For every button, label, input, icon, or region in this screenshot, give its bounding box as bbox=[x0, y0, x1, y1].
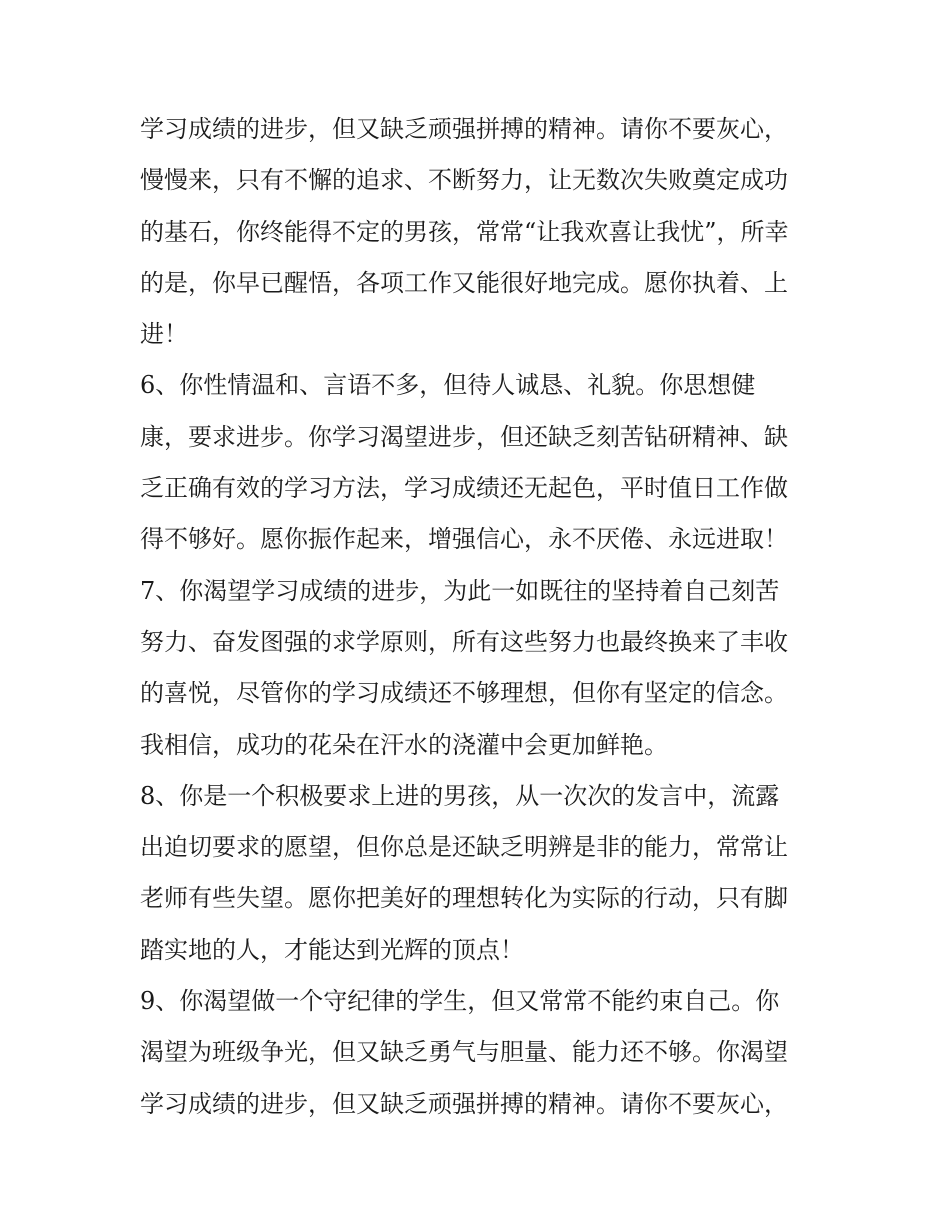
text-line: 努力、奋发图强的求学原则，所有这些努力也最终换来了丰收 bbox=[140, 627, 788, 656]
text-line: 康，要求进步。你学习渴望进步，但还缺乏刻苦钻研精神、缺 bbox=[140, 422, 788, 451]
text-line: 进！ bbox=[140, 320, 188, 349]
text-line: 渴望为班级争光，但又缺乏勇气与胆量、能力还不够。你渴望 bbox=[140, 1038, 788, 1067]
text-line: 的是，你早已醒悟，各项工作又能很好地完成。愿你执着、上 bbox=[140, 268, 788, 297]
text-line: 学习成绩的进步，但又缺乏顽强拼搏的精神。请你不要灰心， bbox=[140, 115, 788, 143]
text-line: 乏正确有效的学习方法，学习成绩还无起色，平时值日工作做 bbox=[140, 474, 788, 503]
text-line: 出迫切要求的愿望，但你总是还缺乏明辨是非的能力，常常让 bbox=[140, 833, 788, 862]
text-line: 8、你是一个积极要求上进的男孩，从一次次的发言中，流露 bbox=[140, 781, 780, 810]
text-line: 我相信，成功的花朵在汗水的浇灌中会更加鲜艳。 bbox=[140, 730, 668, 759]
text-line: 学习成绩的进步，但又缺乏顽强拼搏的精神。请你不要灰心， bbox=[140, 1089, 788, 1118]
text-line: 的喜悦，尽管你的学习成绩还不够理想，但你有坚定的信念。 bbox=[140, 679, 788, 708]
text-line: 9、你渴望做一个守纪律的学生，但又常常不能约束自己。你 bbox=[140, 987, 780, 1016]
text-line: 6、你性情温和、言语不多，但待人诚恳、礼貌。你思想健 bbox=[140, 371, 756, 400]
text-line: 得不够好。愿你振作起来，增强信心，永不厌倦、永远进取！ bbox=[140, 525, 788, 554]
text-line: 7、你渴望学习成绩的进步，为此一如既往的坚持着自己刻苦 bbox=[140, 576, 780, 605]
text-line: 的基石，你终能得不定的男孩，常常“让我欢喜让我忧”，所幸 bbox=[140, 217, 789, 246]
text-line: 踏实地的人，才能达到光辉的顶点！ bbox=[140, 935, 524, 964]
document-body bbox=[140, 104, 820, 1130]
text-line: 老师有些失望。愿你把美好的理想转化为实际的行动，只有脚 bbox=[140, 884, 788, 913]
text-line: 慢慢来，只有不懈的追求、不断努力，让无数次失败奠定成功 bbox=[140, 166, 788, 195]
